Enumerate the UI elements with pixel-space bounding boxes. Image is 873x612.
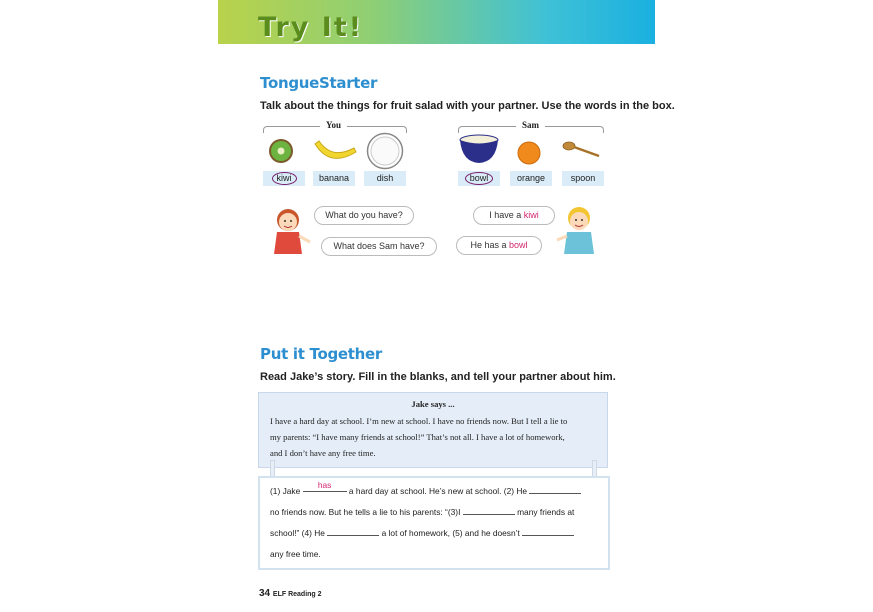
boy-bubble-2 bbox=[456, 236, 542, 255]
fill-line-4: any free time. bbox=[270, 549, 321, 559]
spoon-label: spoon bbox=[570, 173, 596, 183]
word-orange bbox=[510, 171, 552, 186]
girl-bubble-1: What do you have? bbox=[314, 206, 414, 225]
page-title: Try It! bbox=[258, 12, 364, 43]
girl-bubble-2: What does Sam have? bbox=[321, 237, 437, 256]
boy-character-image bbox=[555, 204, 601, 256]
word-spoon bbox=[562, 171, 604, 186]
sam-group-label: Sam bbox=[516, 120, 545, 130]
put-it-together-title: Put it Together bbox=[260, 345, 382, 363]
blank-4[interactable] bbox=[327, 525, 379, 536]
boy-bubble-1 bbox=[473, 206, 555, 225]
blank-2[interactable] bbox=[529, 483, 581, 494]
fill-line-3 bbox=[270, 523, 574, 544]
orange-image bbox=[516, 140, 542, 166]
kiwi-label: kiwi bbox=[272, 172, 297, 185]
girl-character-image bbox=[268, 204, 318, 256]
fill-line-2 bbox=[270, 502, 574, 523]
boy-bubble-1-prefix: I have a bbox=[489, 210, 524, 220]
blank-3[interactable] bbox=[463, 504, 515, 515]
put-it-together-instruction: Read Jake’s story. Fill in the blanks, and tell your partner about him. bbox=[260, 371, 616, 383]
page-number: 34 bbox=[259, 588, 271, 599]
answer-1: has bbox=[317, 480, 332, 490]
dish-image bbox=[366, 132, 404, 170]
boy-bubble-2-answer: bowl bbox=[509, 240, 528, 250]
word-banana bbox=[313, 171, 355, 186]
banana-label: banana bbox=[318, 173, 350, 183]
blank-5[interactable] bbox=[522, 525, 574, 536]
tongue-starter-instruction: Talk about the things for fruit salad with your partner. Use the words in the box. bbox=[260, 100, 675, 112]
story-title: Jake says ... bbox=[411, 399, 455, 409]
banana-image bbox=[312, 138, 358, 166]
book-title: ELF Reading 2 bbox=[272, 591, 322, 598]
boy-bubble-1-answer: kiwi bbox=[523, 210, 539, 220]
word-kiwi bbox=[263, 171, 305, 186]
word-dish bbox=[364, 171, 406, 186]
tongue-starter-title: TongueStarter bbox=[260, 74, 378, 92]
story-line-1: I have a hard day at school. I’m new at school. I have no friends now. But I tell a lie to bbox=[270, 416, 568, 426]
fill-line-3-middle: a lot of homework, (5) and he doesn’t bbox=[381, 528, 520, 538]
spoon-image bbox=[561, 140, 601, 160]
story-line-3: and I don’t have any free time. bbox=[270, 448, 376, 458]
fill-line-1-start: (1) Jake bbox=[270, 486, 301, 496]
fill-line-2-end: many friends at bbox=[517, 507, 575, 517]
story-line-2: my parents: “I have many friends at school!” That’s not all. I have a lot of homework, bbox=[270, 432, 565, 442]
you-group-label: You bbox=[320, 120, 347, 130]
fill-line-1 bbox=[270, 481, 581, 502]
fill-line-3-start: school!” (4) He bbox=[270, 528, 325, 538]
fill-line-1-end: a hard day at school. He’s new at school. (2) He bbox=[348, 486, 528, 496]
blank-1[interactable] bbox=[303, 481, 347, 492]
fill-line-2-start: no friends now. But he tells a lie to his parents: “(3)I bbox=[270, 507, 461, 517]
kiwi-image bbox=[267, 137, 295, 165]
bowl-image bbox=[458, 134, 500, 166]
boy-bubble-2-prefix: He has a bbox=[470, 240, 509, 250]
dish-label: dish bbox=[376, 173, 394, 183]
bowl-label: bowl bbox=[465, 172, 494, 185]
footer bbox=[259, 588, 322, 599]
orange-label: orange bbox=[516, 173, 546, 183]
word-bowl bbox=[458, 171, 500, 186]
